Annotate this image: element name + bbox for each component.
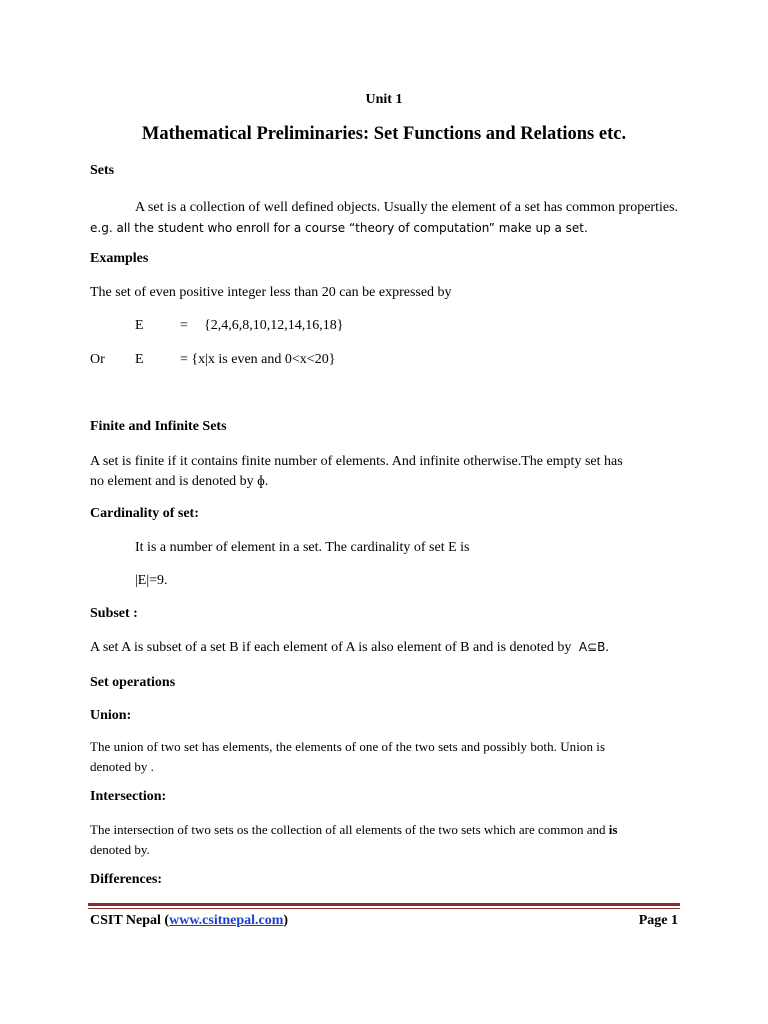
intersection-paragraph-bold: is xyxy=(608,822,618,837)
footer-rule-thin xyxy=(88,908,680,909)
union-paragraph-line1: The union of two set has elements, the elements of one of the two sets and possibly both. Union is xyxy=(90,739,606,754)
footer-website-link[interactable]: www.csitnepal.com xyxy=(169,913,284,928)
example-row2-var: E xyxy=(135,352,144,367)
example-row1-eq: = xyxy=(180,318,188,333)
finite-paragraph xyxy=(90,452,678,492)
page-title: Mathematical Preliminaries: Set Functions and Relations etc. xyxy=(141,124,627,144)
example-row1-var: E xyxy=(135,318,144,333)
subset-definition-end: . xyxy=(605,640,609,655)
sets-paragraph xyxy=(90,197,678,239)
section-heading-intersection: Intersection: xyxy=(90,789,167,804)
examples-intro: The set of even positive integer less than 20 can be expressed by xyxy=(90,285,452,300)
union-paragraph-line2: denoted by . xyxy=(90,759,154,774)
section-heading-sets: Sets xyxy=(90,163,115,178)
section-heading-examples: Examples xyxy=(90,251,149,266)
page-number: Page 1 xyxy=(638,913,678,928)
section-heading-union: Union: xyxy=(90,708,132,723)
intersection-paragraph-line1-wrap xyxy=(90,820,678,840)
sets-paragraph-line2-start: properties. xyxy=(618,200,679,215)
subset-definition xyxy=(90,640,609,656)
intersection-paragraph-line1: The intersection of two sets os the collection of all elements of the two sets which are common and xyxy=(90,822,606,837)
footer-rule-thick xyxy=(88,903,680,906)
section-heading-cardinality: Cardinality of set: xyxy=(90,506,199,521)
section-heading-subset: Subset : xyxy=(90,606,138,621)
cardinality-line1: It is a number of element in a set. The cardinality of set E is xyxy=(135,540,470,555)
sets-paragraph-line1: A set is a collection of well defined objects. Usually the element of a set has common xyxy=(135,200,615,215)
finite-paragraph-line1: A set is finite if it contains finite number of elements. And infinite otherwise.The empty set has xyxy=(90,454,623,469)
example-row2-value: = {x|x is even and 0<x<20} xyxy=(180,352,336,367)
section-heading-differences: Differences: xyxy=(90,872,163,887)
unit-label: Unit 1 xyxy=(365,92,403,107)
subset-definition-text: A set A is subset of a set B if each element of A is also element of B and is denoted by xyxy=(90,640,572,655)
sets-paragraph-line2-rest: e.g. all the student who enroll for a course “theory of computation” make up a set. xyxy=(90,221,588,235)
example-row2-prefix: Or xyxy=(90,352,105,367)
finite-paragraph-line2: no element and is denoted by ɸ. xyxy=(90,474,269,489)
footer-close-paren: ) xyxy=(283,913,289,928)
footer-org: CSIT Nepal ( xyxy=(90,913,170,928)
section-heading-set-operations: Set operations xyxy=(90,675,176,690)
intersection-paragraph-line2: denoted by. xyxy=(90,842,150,857)
example-row1-value: {2,4,6,8,10,12,14,16,18} xyxy=(204,318,344,333)
intersection-paragraph xyxy=(90,820,678,860)
union-paragraph xyxy=(90,737,678,777)
cardinality-line2: |E|=9. xyxy=(135,573,168,588)
section-heading-finite-sets: Finite and Infinite Sets xyxy=(90,419,227,434)
subset-symbol: A⊆B xyxy=(578,640,606,654)
footer-source xyxy=(90,913,288,929)
